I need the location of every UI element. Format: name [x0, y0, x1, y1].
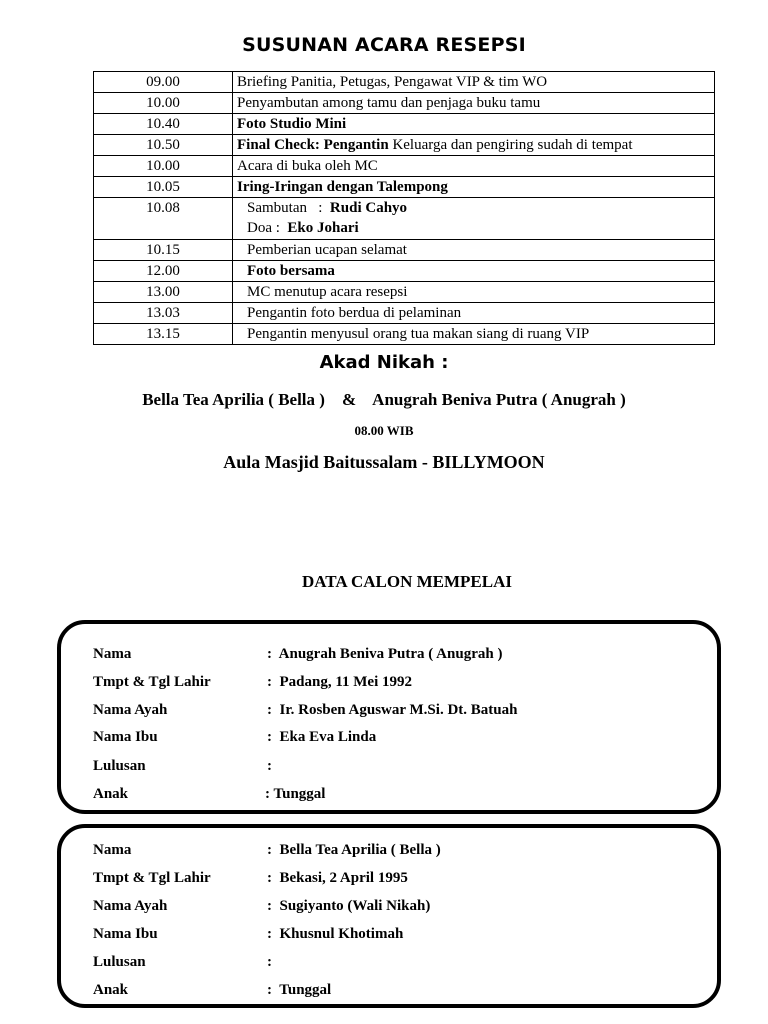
activity-text: Keluarga dan pengiring sudah di tempat	[388, 137, 633, 153]
table-row	[94, 240, 715, 261]
time-cell: 10.40	[94, 114, 233, 135]
field-value: :	[267, 758, 272, 774]
field-label: Nama Ibu	[93, 926, 158, 942]
table-row	[94, 72, 715, 93]
activity-cell	[233, 135, 715, 156]
table-row	[94, 156, 715, 177]
field-value: : Tunggal	[267, 982, 332, 998]
time-cell: 10.15	[94, 240, 233, 261]
section-title: DATA CALON MEMPELAI	[302, 572, 512, 591]
prayer-name: Eko Johari	[287, 220, 359, 236]
field-label: Nama	[93, 842, 132, 858]
time-cell: 10.05	[94, 177, 233, 198]
table-row	[94, 303, 715, 324]
time-cell: 12.00	[94, 261, 233, 282]
field-label: Lulusan	[93, 954, 146, 970]
table-row	[94, 135, 715, 156]
table-row	[94, 261, 715, 282]
activity-cell: Penyambutan among tamu dan penjaga buku tamu	[233, 93, 715, 114]
field-label: Nama Ibu	[93, 729, 158, 745]
field-label: Anak	[93, 786, 129, 802]
couple-names: Bella Tea Aprilia ( Bella ) & Anugrah Beniva Putra ( Anugrah )	[142, 390, 626, 409]
field-value: : Anugrah Beniva Putra ( Anugrah )	[267, 646, 503, 662]
field-value: : Ir. Rosben Aguswar M.Si. Dt. Batuah	[267, 702, 518, 718]
table-row	[94, 177, 715, 198]
activity-cell: Pemberian ucapan selamat	[233, 240, 715, 261]
activity-cell: Foto Studio Mini	[233, 114, 715, 135]
bride-data-card	[57, 824, 721, 1008]
prayer-line	[247, 218, 710, 238]
table-row	[94, 324, 715, 345]
speech-label: Sambutan :	[247, 200, 330, 216]
field-value: : Bella Tea Aprilia ( Bella )	[267, 842, 441, 858]
activity-cell: Pengantin menyusul orang tua makan siang di ruang VIP	[233, 324, 715, 345]
schedule-table	[93, 71, 715, 345]
table-row	[94, 93, 715, 114]
field-label: Nama	[93, 646, 132, 662]
time-cell: 13.00	[94, 282, 233, 303]
activity-bold-text: Final Check: Pengantin	[237, 137, 389, 153]
field-value: : Khusnul Khotimah	[267, 926, 404, 942]
field-label: Anak	[93, 982, 129, 998]
field-value: : Tunggal	[265, 786, 326, 802]
table-row	[94, 282, 715, 303]
time-cell: 10.08	[94, 198, 233, 240]
prayer-label: Doa :	[247, 220, 288, 236]
activity-cell: Foto bersama	[233, 261, 715, 282]
activity-cell: Pengantin foto berdua di pelaminan	[233, 303, 715, 324]
page-title: SUSUNAN ACARA RESEPSI	[242, 34, 526, 56]
time-cell: 13.15	[94, 324, 233, 345]
time-cell: 10.00	[94, 93, 233, 114]
field-label: Tmpt & Tgl Lahir	[93, 674, 211, 690]
speech-line	[247, 198, 710, 218]
groom-data-card	[57, 620, 721, 814]
field-value: : Eka Eva Linda	[267, 729, 377, 745]
activity-cell: MC menutup acara resepsi	[233, 282, 715, 303]
akad-time: 08.00 WIB	[354, 423, 414, 438]
field-label: Lulusan	[93, 758, 146, 774]
time-cell: 09.00	[94, 72, 233, 93]
field-value: : Sugiyanto (Wali Nikah)	[267, 898, 431, 914]
akad-venue: Aula Masjid Baitussalam - BILLYMOON	[223, 452, 545, 472]
field-value: : Bekasi, 2 April 1995	[267, 870, 408, 886]
field-label: Nama Ayah	[93, 702, 168, 718]
time-cell: 10.50	[94, 135, 233, 156]
time-cell: 10.00	[94, 156, 233, 177]
field-label: Nama Ayah	[93, 898, 168, 914]
activity-cell: Iring-Iringan dengan Talempong	[233, 177, 715, 198]
time-cell: 13.03	[94, 303, 233, 324]
akad-heading: Akad Nikah :	[319, 352, 449, 373]
activity-cell: Acara di buka oleh MC	[233, 156, 715, 177]
table-row	[94, 198, 715, 240]
activity-cell	[233, 198, 715, 240]
field-label: Tmpt & Tgl Lahir	[93, 870, 211, 886]
speech-name: Rudi Cahyo	[329, 200, 408, 216]
table-row	[94, 114, 715, 135]
field-value: :	[267, 954, 272, 970]
activity-cell: Briefing Panitia, Petugas, Pengawat VIP & tim WO	[233, 72, 715, 93]
field-value: : Padang, 11 Mei 1992	[267, 674, 412, 690]
